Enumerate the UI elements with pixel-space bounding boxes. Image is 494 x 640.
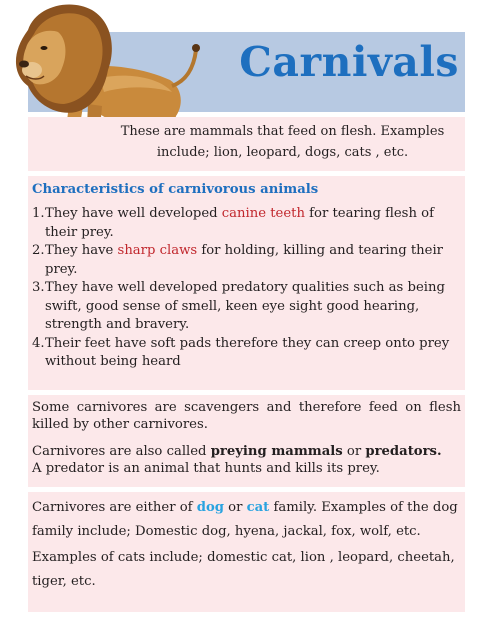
- highlight-cat: cat: [246, 500, 270, 515]
- scavengers-box: [28, 395, 465, 487]
- scavengers-text: Some carnivores are scavengers and therefore feed on flesh killed by other carnivores.: [32, 400, 461, 432]
- term-preying-mammals: preying mammals: [210, 444, 343, 459]
- highlight-canine-teeth: canine teeth: [221, 206, 305, 221]
- term-predators: predators.: [365, 444, 442, 459]
- characteristics-list: [32, 205, 461, 372]
- characteristics-heading: Characteristics of carnivorous animals: [32, 182, 319, 197]
- list-item: 4. Their feet have soft pads therefore they can creep onto prey without being heard: [32, 335, 450, 369]
- intro-text: These are mammals that feed on flesh. Examples include; lion, leopard, dogs, cats , etc.: [120, 124, 445, 160]
- list-item: 3. They have well developed predatory qualities such as being swift, good sense of smell, keen eye sight good hearing, strength and bravery.: [32, 280, 445, 332]
- page-title: Carnivals: [239, 38, 459, 86]
- cat-family-text: Examples of cats include; domestic cat, lion , leopard, cheetah, tiger, etc.: [32, 550, 455, 589]
- list-item: 1. They have well developed canine teeth for tearing flesh of their prey.: [32, 206, 434, 240]
- intro-box: [28, 117, 465, 171]
- characteristics-box: [28, 176, 465, 390]
- highlight-dog: dog: [196, 500, 224, 515]
- predators-text: Carnivores are also called preying mammals or predators. A predator is an animal that hunts and kills its prey.: [32, 444, 442, 476]
- list-item: 2. They have sharp claws for holding, killing and tearing their prey.: [32, 243, 443, 277]
- dog-family-text: Carnivores are either of dog or cat family. Examples of the dog family include; Domestic dog, hyena, jackal, fox, wolf, etc.: [32, 500, 458, 539]
- highlight-sharp-claws: sharp claws: [117, 243, 198, 258]
- families-box: [28, 492, 465, 612]
